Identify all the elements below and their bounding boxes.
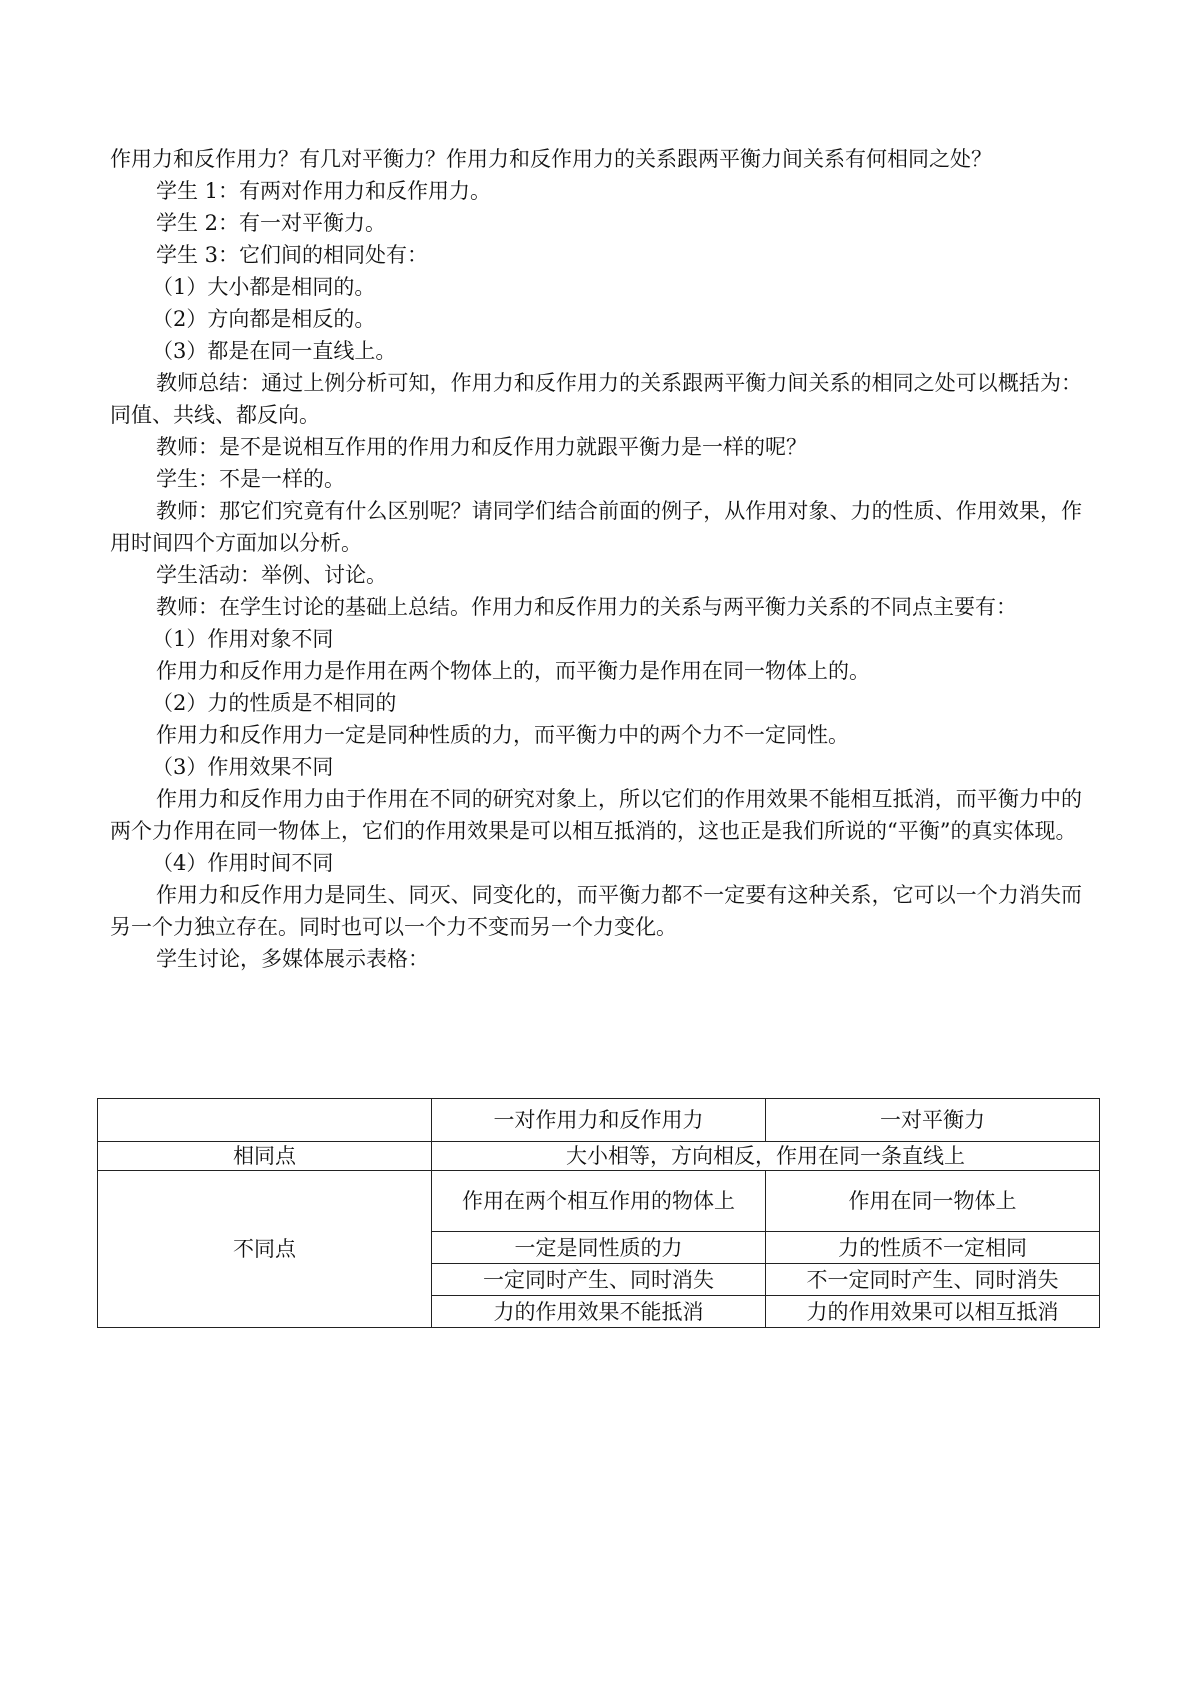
paragraph: 作用力和反作用力是同生、同灭、同变化的，而平衡力都不一定要有这种关系，它可以一个力消失而另一个力独立存在。同时也可以一个力不变而另一个力变化。 [110, 883, 1082, 939]
list-item: （3）作用效果不同 [152, 755, 334, 779]
table-row [98, 1142, 1100, 1171]
paragraph: 作用力和反作用力由于作用在不同的研究对象上，所以它们的作用效果不能相互抵消，而平衡力中的两个力作用在同一物体上，它们的作用效果是可以相互抵消的，这也正是我们所说的“平衡”的真实体现。 [110, 787, 1082, 843]
document-body [110, 143, 1082, 975]
paragraph: 学生 1：有两对作用力和反作用力。 [156, 179, 492, 203]
table-cell: 力的作用效果不能抵消 [432, 1296, 766, 1328]
paragraph: 学生 3：它们间的相同处有： [156, 243, 429, 267]
list-item: （4）作用时间不同 [152, 851, 334, 875]
table-row [98, 1171, 1100, 1232]
paragraph: 学生讨论，多媒体展示表格： [156, 947, 429, 971]
paragraph: 学生 2：有一对平衡力。 [156, 211, 387, 235]
paragraph: 教师：是不是说相互作用的作用力和反作用力就跟平衡力是一样的呢？ [156, 435, 807, 459]
table-cell: 一定是同性质的力 [432, 1232, 766, 1264]
paragraph: 学生：不是一样的。 [156, 467, 345, 491]
list-item: （3）都是在同一直线上。 [152, 339, 397, 363]
table-cell: 一定同时产生、同时消失 [432, 1264, 766, 1296]
comparison-table [97, 1098, 1100, 1328]
table-header-row [98, 1099, 1100, 1142]
table-cell: 力的性质不一定相同 [766, 1232, 1100, 1264]
table-cell: 大小相等，方向相反，作用在同一条直线上 [432, 1142, 1100, 1171]
paragraph: 作用力和反作用力？有几对平衡力？作用力和反作用力的关系跟两平衡力间关系有何相同之处？ [110, 147, 992, 171]
paragraph: 教师总结：通过上例分析可知，作用力和反作用力的关系跟两平衡力间关系的相同之处可以概括为：同值、共线、都反向。 [110, 371, 1082, 427]
table-header-cell: 一对平衡力 [766, 1099, 1100, 1142]
list-item: （1）作用对象不同 [152, 627, 334, 651]
paragraph: 作用力和反作用力一定是同种性质的力，而平衡力中的两个力不一定同性。 [156, 723, 849, 747]
table-header-cell: 一对作用力和反作用力 [432, 1099, 766, 1142]
table-cell: 力的作用效果可以相互抵消 [766, 1296, 1100, 1328]
cell-text: 作用在两个相互作用的物体上 [462, 1189, 735, 1213]
paragraph: 学生活动：举例、讨论。 [156, 563, 387, 587]
table-cell [432, 1171, 766, 1232]
row-label-same: 相同点 [98, 1142, 432, 1171]
paragraph: 教师：那它们究竟有什么区别呢？请同学们结合前面的例子，从作用对象、力的性质、作用效果，作用时间四个方面加以分析。 [110, 499, 1082, 555]
paragraph: 作用力和反作用力是作用在两个物体上的，而平衡力是作用在同一物体上的。 [156, 659, 870, 683]
table-cell: 不一定同时产生、同时消失 [766, 1264, 1100, 1296]
paragraph: 教师：在学生讨论的基础上总结。作用力和反作用力的关系与两平衡力关系的不同点主要有： [156, 595, 1017, 619]
row-label-different: 不同点 [98, 1171, 432, 1328]
table-header-cell [98, 1099, 432, 1142]
list-item: （2）力的性质是不相同的 [152, 691, 397, 715]
list-item: （2）方向都是相反的。 [152, 307, 376, 331]
list-item: （1）大小都是相同的。 [152, 275, 376, 299]
table-cell: 作用在同一物体上 [766, 1171, 1100, 1232]
